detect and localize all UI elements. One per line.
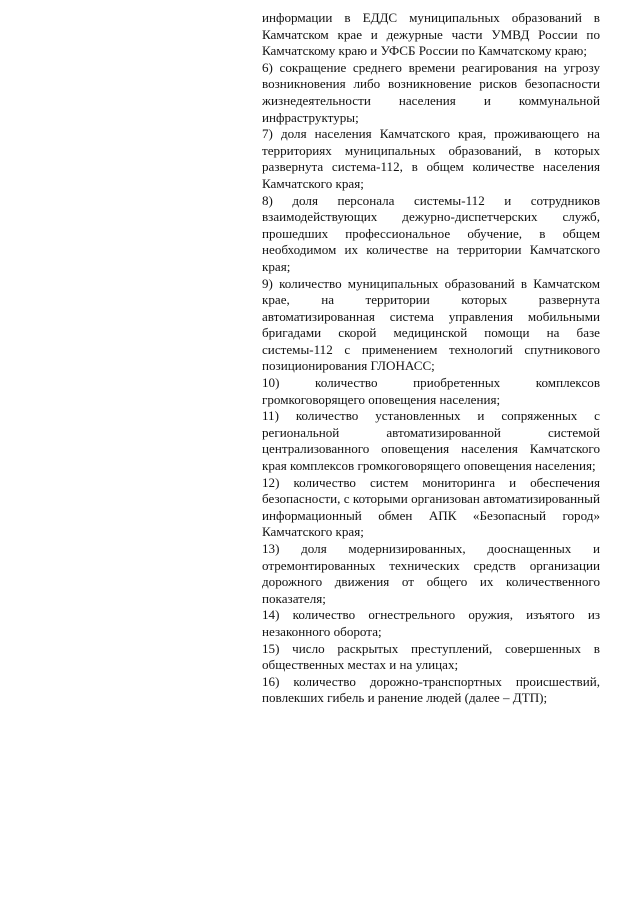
paragraph-item-6: 6) сокращение среднего времени реагирования на угрозу возникновения либо возникновение рисков безопасности жизнедеятельности населения и коммунальной инфраструктуры;	[262, 59, 600, 125]
paragraph-item-13: 13) доля модернизированных, дооснащенных и отремонтированных технических средств организации дорожного движения от общего их количественного показателя;	[262, 541, 600, 606]
paragraph-item-14: 14) количество огнестрельного оружия, изъятого из незаконного оборота;	[262, 607, 600, 639]
paragraph-item-16: 16) количество дорожно-транспортных происшествий, повлекших гибель и ранение людей (далее – ДТП);	[262, 673, 600, 706]
paragraph-item-12: 12) количество систем мониторинга и обеспечения безопасности, с которыми организован автоматизированный информационный обмен АПК «Безопасный город» Камчатского края;	[262, 474, 600, 540]
document-text-column	[262, 10, 600, 707]
paragraph-item-11: 11) количество установленных и сопряженных с региональной автоматизированной системой централизованного оповещения населения Камчатского края комплексов громкоговорящего оповещения населения;	[262, 408, 600, 474]
paragraph-continuation: информации в ЕДДС муниципальных образований в Камчатском крае и дежурные части УМВД России по Камчатскому краю и УФСБ России по Камчатскому краю;	[262, 10, 600, 59]
paragraph-item-8: 8) доля персонала системы-112 и сотрудников взаимодействующих дежурно-диспетчерских служб, прошедших профессиональное обучение, в общем необходимом их количестве на территории Камчатского края;	[262, 192, 600, 274]
paragraph-item-10: 10) количество приобретенных комплексов громкоговорящего оповещения населения;	[262, 375, 600, 407]
paragraph-item-7: 7) доля населения Камчатского края, проживающего на территориях муниципальных образований, в которых развернута система-112, в общем количестве населения Камчатского края;	[262, 126, 600, 191]
paragraph-item-9: 9) количество муниципальных образований в Камчатском крае, на территории которых развернута автоматизированная система управления мобильными бригадами скорой медицинской помощи на базе системы-112 с применением технологий спутникового позиционирования ГЛОНАСС;	[262, 275, 600, 374]
paragraph-item-15: 15) число раскрытых преступлений, совершенных в общественных местах и на улицах;	[262, 640, 600, 673]
